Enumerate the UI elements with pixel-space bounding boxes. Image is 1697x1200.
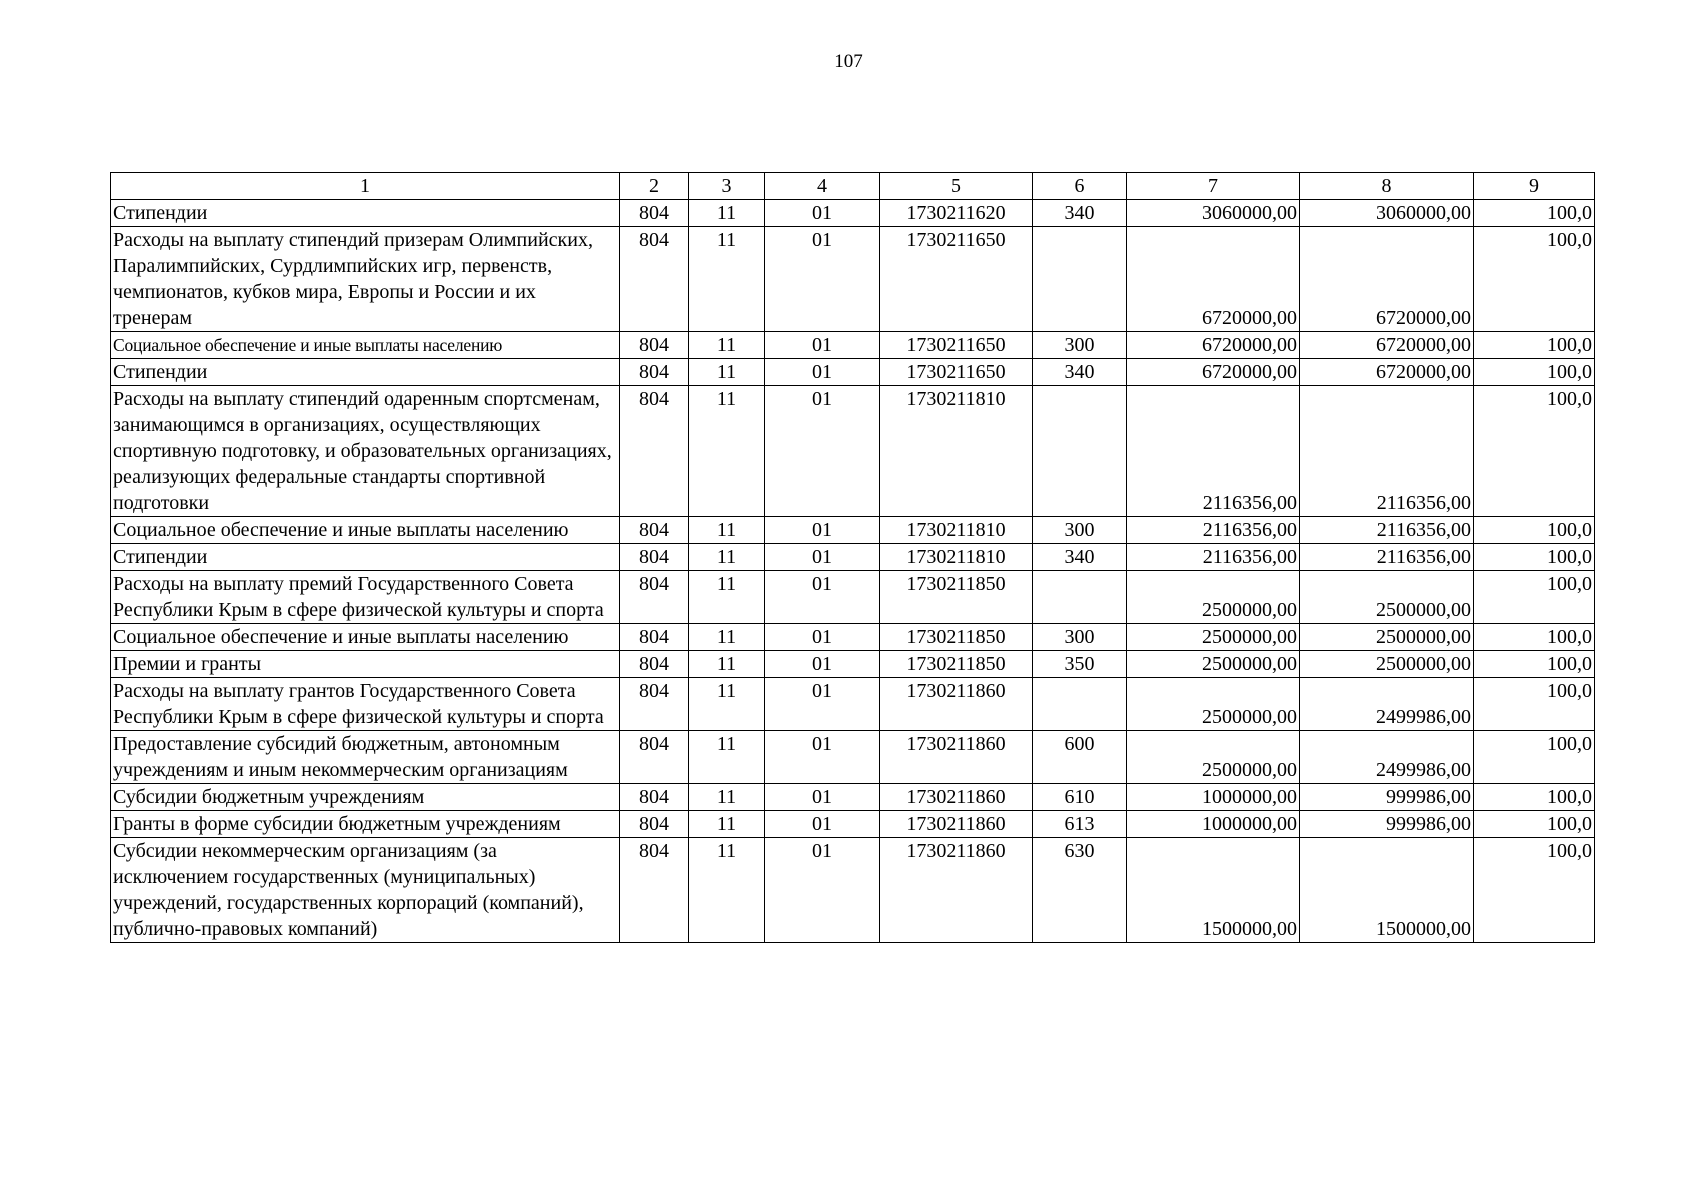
cell-ministry: 804 <box>620 386 689 517</box>
table-row <box>111 651 1595 678</box>
cell-expense-type: 630 <box>1033 838 1127 943</box>
cell-planned: 2116356,00 <box>1127 386 1300 517</box>
column-header: 7 <box>1127 173 1300 200</box>
column-header: 4 <box>765 173 880 200</box>
cell-ministry: 804 <box>620 544 689 571</box>
cell-subsection: 01 <box>765 731 880 784</box>
cell-section: 11 <box>689 517 765 544</box>
cell-subsection: 01 <box>765 651 880 678</box>
budget-table <box>110 172 1595 943</box>
cell-planned: 1000000,00 <box>1127 811 1300 838</box>
row-description: Стипендии <box>111 359 620 386</box>
table-row <box>111 517 1595 544</box>
table-row <box>111 731 1595 784</box>
cell-planned: 3060000,00 <box>1127 200 1300 227</box>
cell-expense-type <box>1033 227 1127 332</box>
cell-ministry: 804 <box>620 227 689 332</box>
cell-target-article: 1730211850 <box>880 624 1033 651</box>
cell-planned: 2116356,00 <box>1127 544 1300 571</box>
row-description: Расходы на выплату стипендий призерам Олимпийских, Паралимпийских, Сурдлимпийских игр, первенств, чемпионатов, кубков мира, Европы и России и их тренерам <box>111 227 620 332</box>
table-row <box>111 811 1595 838</box>
cell-planned: 2500000,00 <box>1127 624 1300 651</box>
cell-subsection: 01 <box>765 784 880 811</box>
cell-target-article: 1730211810 <box>880 517 1033 544</box>
column-header: 9 <box>1474 173 1595 200</box>
cell-executed: 2116356,00 <box>1300 544 1474 571</box>
cell-target-article: 1730211860 <box>880 811 1033 838</box>
cell-ministry: 804 <box>620 678 689 731</box>
cell-target-article: 1730211860 <box>880 731 1033 784</box>
cell-planned: 2500000,00 <box>1127 731 1300 784</box>
cell-ministry: 804 <box>620 332 689 359</box>
cell-target-article: 1730211620 <box>880 200 1033 227</box>
cell-executed: 2500000,00 <box>1300 651 1474 678</box>
cell-percent: 100,0 <box>1474 386 1595 517</box>
cell-percent: 100,0 <box>1474 544 1595 571</box>
page-number: 107 <box>834 51 863 72</box>
row-description: Социальное обеспечение и иные выплаты населению <box>111 624 620 651</box>
cell-subsection: 01 <box>765 811 880 838</box>
cell-expense-type: 350 <box>1033 651 1127 678</box>
column-header: 6 <box>1033 173 1127 200</box>
cell-expense-type: 600 <box>1033 731 1127 784</box>
cell-executed: 2500000,00 <box>1300 571 1474 624</box>
cell-executed: 1500000,00 <box>1300 838 1474 943</box>
cell-planned: 2500000,00 <box>1127 678 1300 731</box>
row-description: Социальное обеспечение и иные выплаты населению <box>111 517 620 544</box>
cell-expense-type: 340 <box>1033 544 1127 571</box>
cell-percent: 100,0 <box>1474 227 1595 332</box>
cell-subsection: 01 <box>765 838 880 943</box>
cell-subsection: 01 <box>765 544 880 571</box>
row-description: Субсидии бюджетным учреждениям <box>111 784 620 811</box>
cell-planned: 6720000,00 <box>1127 332 1300 359</box>
cell-expense-type: 300 <box>1033 517 1127 544</box>
table-row <box>111 678 1595 731</box>
cell-executed: 999986,00 <box>1300 784 1474 811</box>
cell-section: 11 <box>689 200 765 227</box>
table-row <box>111 227 1595 332</box>
table-row <box>111 571 1595 624</box>
cell-target-article: 1730211650 <box>880 227 1033 332</box>
cell-target-article: 1730211860 <box>880 838 1033 943</box>
cell-percent: 100,0 <box>1474 651 1595 678</box>
cell-subsection: 01 <box>765 624 880 651</box>
cell-percent: 100,0 <box>1474 359 1595 386</box>
cell-ministry: 804 <box>620 517 689 544</box>
table-row <box>111 784 1595 811</box>
cell-expense-type <box>1033 386 1127 517</box>
cell-executed: 3060000,00 <box>1300 200 1474 227</box>
table-row <box>111 624 1595 651</box>
cell-percent: 100,0 <box>1474 678 1595 731</box>
table-row <box>111 544 1595 571</box>
table-header-row <box>111 173 1595 200</box>
row-description: Премии и гранты <box>111 651 620 678</box>
column-header: 5 <box>880 173 1033 200</box>
cell-target-article: 1730211650 <box>880 332 1033 359</box>
cell-section: 11 <box>689 571 765 624</box>
cell-expense-type: 300 <box>1033 332 1127 359</box>
cell-subsection: 01 <box>765 571 880 624</box>
cell-percent: 100,0 <box>1474 517 1595 544</box>
row-description: Стипендии <box>111 544 620 571</box>
cell-ministry: 804 <box>620 359 689 386</box>
row-description: Субсидии некоммерческим организациям (за исключением государственных (муниципальных) учреждений, государственных корпораций (компаний), публично-правовых компаний) <box>111 838 620 943</box>
cell-planned: 6720000,00 <box>1127 359 1300 386</box>
cell-executed: 2499986,00 <box>1300 731 1474 784</box>
row-description: Гранты в форме субсидии бюджетным учреждениям <box>111 811 620 838</box>
cell-subsection: 01 <box>765 678 880 731</box>
column-header: 2 <box>620 173 689 200</box>
cell-planned: 2500000,00 <box>1127 571 1300 624</box>
cell-section: 11 <box>689 784 765 811</box>
cell-percent: 100,0 <box>1474 332 1595 359</box>
cell-expense-type: 610 <box>1033 784 1127 811</box>
cell-target-article: 1730211650 <box>880 359 1033 386</box>
cell-planned: 1500000,00 <box>1127 838 1300 943</box>
row-description: Расходы на выплату стипендий одаренным спортсменам, занимающимся в организациях, осуществляющих спортивную подготовку, и образовательных организациях, реализующих федеральные стандарты спортивной подготовки <box>111 386 620 517</box>
cell-section: 11 <box>689 838 765 943</box>
cell-executed: 2500000,00 <box>1300 624 1474 651</box>
cell-planned: 2116356,00 <box>1127 517 1300 544</box>
cell-target-article: 1730211860 <box>880 678 1033 731</box>
cell-percent: 100,0 <box>1474 784 1595 811</box>
cell-ministry: 804 <box>620 624 689 651</box>
cell-percent: 100,0 <box>1474 571 1595 624</box>
cell-expense-type: 340 <box>1033 359 1127 386</box>
cell-ministry: 804 <box>620 200 689 227</box>
cell-target-article: 1730211810 <box>880 544 1033 571</box>
cell-planned: 6720000,00 <box>1127 227 1300 332</box>
cell-subsection: 01 <box>765 359 880 386</box>
column-header: 1 <box>111 173 620 200</box>
cell-expense-type: 613 <box>1033 811 1127 838</box>
cell-ministry: 804 <box>620 811 689 838</box>
cell-section: 11 <box>689 386 765 517</box>
cell-percent: 100,0 <box>1474 731 1595 784</box>
cell-section: 11 <box>689 624 765 651</box>
cell-section: 11 <box>689 731 765 784</box>
cell-ministry: 804 <box>620 571 689 624</box>
cell-subsection: 01 <box>765 386 880 517</box>
cell-percent: 100,0 <box>1474 838 1595 943</box>
cell-percent: 100,0 <box>1474 200 1595 227</box>
cell-expense-type: 300 <box>1033 624 1127 651</box>
cell-expense-type <box>1033 678 1127 731</box>
row-description: Социальное обеспечение и иные выплаты населению <box>111 332 620 359</box>
table-row <box>111 200 1595 227</box>
cell-planned: 1000000,00 <box>1127 784 1300 811</box>
cell-ministry: 804 <box>620 731 689 784</box>
cell-target-article: 1730211850 <box>880 651 1033 678</box>
cell-section: 11 <box>689 227 765 332</box>
cell-executed: 2499986,00 <box>1300 678 1474 731</box>
cell-planned: 2500000,00 <box>1127 651 1300 678</box>
cell-ministry: 804 <box>620 838 689 943</box>
cell-section: 11 <box>689 811 765 838</box>
column-header: 3 <box>689 173 765 200</box>
cell-executed: 2116356,00 <box>1300 517 1474 544</box>
cell-target-article: 1730211850 <box>880 571 1033 624</box>
cell-executed: 6720000,00 <box>1300 359 1474 386</box>
cell-subsection: 01 <box>765 517 880 544</box>
cell-section: 11 <box>689 332 765 359</box>
cell-expense-type <box>1033 571 1127 624</box>
column-header: 8 <box>1300 173 1474 200</box>
cell-percent: 100,0 <box>1474 811 1595 838</box>
row-description: Стипендии <box>111 200 620 227</box>
cell-section: 11 <box>689 544 765 571</box>
table-row <box>111 332 1595 359</box>
cell-percent: 100,0 <box>1474 624 1595 651</box>
cell-subsection: 01 <box>765 227 880 332</box>
cell-executed: 999986,00 <box>1300 811 1474 838</box>
row-description: Предоставление субсидий бюджетным, автономным учреждениям и иным некоммерческим организациям <box>111 731 620 784</box>
cell-section: 11 <box>689 359 765 386</box>
table-row <box>111 838 1595 943</box>
cell-subsection: 01 <box>765 332 880 359</box>
cell-ministry: 804 <box>620 651 689 678</box>
cell-executed: 2116356,00 <box>1300 386 1474 517</box>
cell-target-article: 1730211810 <box>880 386 1033 517</box>
cell-section: 11 <box>689 678 765 731</box>
cell-expense-type: 340 <box>1033 200 1127 227</box>
cell-executed: 6720000,00 <box>1300 227 1474 332</box>
cell-executed: 6720000,00 <box>1300 332 1474 359</box>
row-description: Расходы на выплату премий Государственного Совета Республики Крым в сфере физической культуры и спорта <box>111 571 620 624</box>
cell-target-article: 1730211860 <box>880 784 1033 811</box>
table-row <box>111 386 1595 517</box>
table-row <box>111 359 1595 386</box>
cell-ministry: 804 <box>620 784 689 811</box>
row-description: Расходы на выплату грантов Государственного Совета Республики Крым в сфере физической культуры и спорта <box>111 678 620 731</box>
cell-section: 11 <box>689 651 765 678</box>
cell-subsection: 01 <box>765 200 880 227</box>
